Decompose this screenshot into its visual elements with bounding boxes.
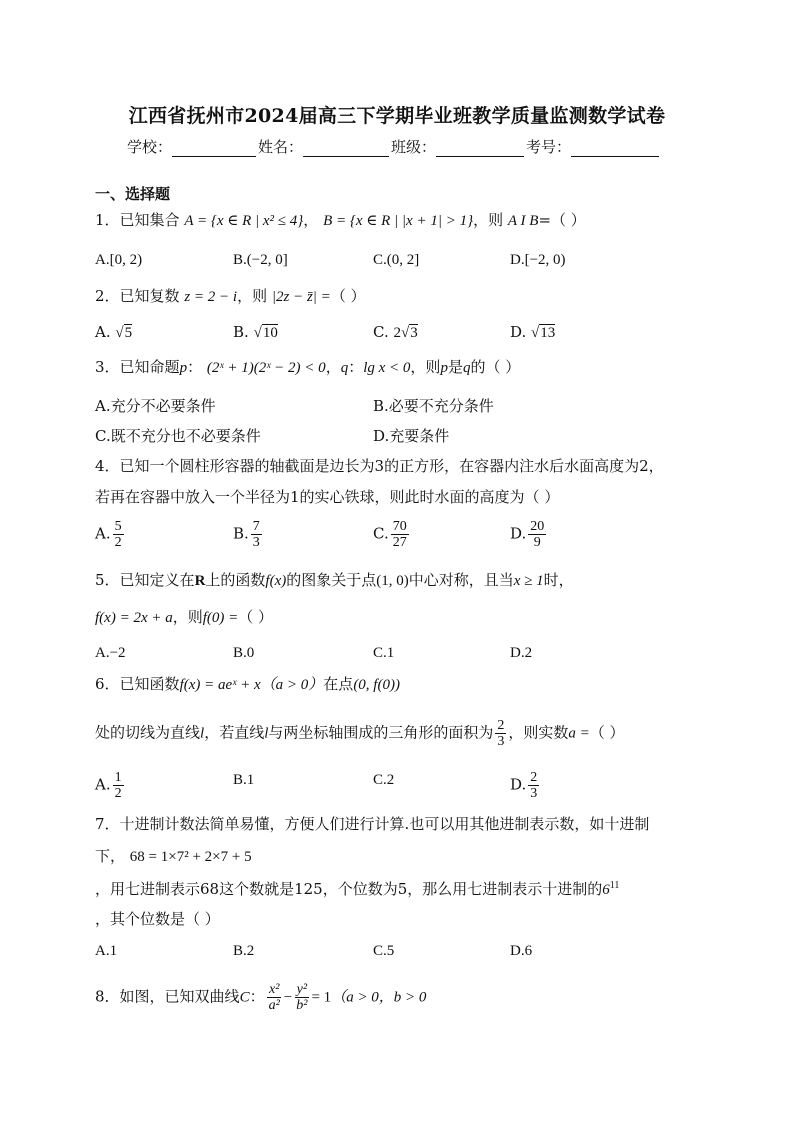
q6-option-a-label: A. [95,775,111,794]
q5-point: (1, 0) [376,573,409,589]
q6-l: l [200,725,205,742]
question-7-line3 [95,876,619,900]
class-label: 班级： [391,138,437,156]
id-blank[interactable] [571,142,659,157]
q2-expr2: |2z − z̄| = [271,289,331,305]
q6-option-d-num: 2 [530,770,538,785]
q1-option-a[interactable]: A.[0, 2) [95,252,143,268]
q1-number: 1． [95,211,120,229]
q6-line2-a: 处的切线为直线 [95,723,201,742]
q1-set-b: B = {x ∈ R | |x + 1| > 1} [323,213,474,229]
q3-p: p [179,360,188,376]
q3-option-c[interactable]: C.既不充分也不必要条件 [95,427,261,445]
page-title: 江西省抚州市2024届高三下学期毕业班教学质量监测数学试卷 [128,105,666,127]
q2-expr1: z = 2 − i [184,289,238,305]
question-6-line2 [95,718,625,749]
q4-option-b-frac [251,519,262,550]
q3-number: 3． [95,358,120,376]
q5-text-c: 的图象关于点 [286,571,377,589]
q3-text-a: 已知命题 [119,358,180,376]
q6-option-a-num: 1 [114,770,122,785]
class-blank[interactable] [436,142,524,157]
q6-option-a-frac [113,770,124,801]
school-label: 学校： [127,138,173,156]
q5-option-b[interactable]: B.0 [233,645,255,661]
q3-expr-q: lg x < 0 [363,360,411,376]
q5-text-d: 中心对称，且当 [408,571,514,589]
q8-cond: （a > 0，b > 0 [331,989,427,1006]
q6-text-a: 已知函数 [119,675,180,693]
q6-option-d-den: 3 [530,786,538,801]
q2-option-c[interactable] [373,322,418,343]
question-6-line1 [95,674,400,695]
q4-text-line1: 已知一个圆柱形容器的轴截面是边长为3的正方形，在容器内注水后水面高度为2， [119,457,664,475]
school-blank[interactable] [172,142,256,157]
q6-text-b: 在点 [323,675,354,693]
q4-number: 4． [95,457,120,475]
q6-number: 6． [95,675,120,693]
question-5-line2 [95,607,273,628]
q3-p2: p [440,360,448,376]
question-4-line1 [95,456,664,476]
q6-option-d[interactable] [510,770,541,801]
q4-option-a-label: A. [95,524,111,543]
q2-option-d-label: D. [510,323,527,341]
q2-option-a-radicand: 5 [124,325,133,341]
q8-frac-x-den: a² [268,998,280,1013]
q2-option-b-label: B. [233,323,249,341]
question-7-line1 [95,814,649,834]
q4-option-c-den: 27 [392,535,407,550]
q6-area-den: 3 [497,734,505,749]
q1-text-a: 已知集合 [119,211,180,229]
q4-option-b[interactable] [233,519,264,550]
q5-R: R [194,573,206,589]
q8-frac-y [294,982,309,1013]
q3-option-d[interactable]: D.充要条件 [373,427,450,445]
q5-tail: （ ） [238,608,274,626]
q2-option-c-radicand: 3 [410,325,418,341]
q2-text-b: ，则 [237,287,268,305]
q3-colon2: ： [348,358,364,376]
q5-number: 5． [95,571,120,589]
q8-minus: − [283,989,293,1006]
q3-text-c: 是 [447,358,463,376]
q4-option-a-frac [113,519,124,550]
q6-line2-b: ，若直线 [204,723,265,742]
q5-option-c[interactable]: C.1 [373,645,395,661]
q6-option-c[interactable]: C.2 [373,772,395,788]
q5-option-d[interactable]: D.2 [510,645,533,661]
q5-line2-text: ，则 [172,608,203,626]
q5-expr: f(x) = 2x + a [95,610,173,626]
q1-option-c[interactable]: C.(0, 2] [373,252,420,268]
q2-option-b-radicand: 10 [262,325,278,341]
question-4-line2: 若再在容器中放入一个半径为1的实心铁球，则此时水面的高度为（ ） [95,488,560,506]
q4-option-c[interactable] [373,519,411,550]
q6-paren: （a > 0） [260,677,324,693]
q6-point: (0, f(0)) [353,677,400,693]
q4-option-c-label: C. [373,524,389,543]
q4-option-d-label: D. [510,524,527,543]
q7-option-c[interactable]: C.5 [373,943,395,959]
q3-colon: ： [187,358,203,376]
q6-tail: （ ） [589,723,625,742]
q2-tail: （ ） [330,287,366,305]
q4-option-a-den: 2 [114,535,122,550]
q2-number: 2． [95,287,120,305]
q3-text-b: ，则 [410,358,441,376]
q6-option-a[interactable] [95,770,126,801]
student-info-line [127,136,661,157]
question-8 [95,982,426,1013]
q6-line2-c: 与两坐标轴围成的三角形的面积为 [268,723,494,742]
q2-option-d-radicand: 13 [540,325,556,341]
q8-eq1: = 1 [311,989,332,1006]
q5-text-e: 时， [543,571,574,589]
q1-text-b: ，则 [473,211,504,229]
q5-text-b: 上的函数 [205,571,266,589]
q1-set-a: A = {x ∈ R | x² ≤ 4} [184,213,304,229]
q5-fx: f(x) [265,573,287,589]
q6-line2-d: ，则实数 [508,723,569,742]
q6-option-d-label: D. [510,775,527,794]
q2-option-c-value: 2√3 [393,325,418,341]
q3-expr-p: (2ˣ + 1)(2ˣ − 2) < 0 [206,360,326,376]
q8-number: 8． [95,987,120,1006]
q4-option-b-num: 7 [252,519,260,534]
q2-option-a[interactable] [95,322,132,343]
q2-option-d-value: √13 [531,325,556,341]
q2-option-b[interactable] [233,322,278,343]
q6-area-num: 2 [497,718,505,733]
q6-option-b[interactable]: B.1 [233,772,255,788]
q1-tail: =（ ） [538,211,586,229]
q2-option-d[interactable] [510,322,555,343]
q8-text-a: 如图，已知双曲线 [119,987,240,1006]
q7-line3: ，用七进制表示68这个数就是125，个位数为5，那么用七进制表示十进制的 [95,880,603,898]
q8-frac-x-num: x² [268,982,280,997]
q5-option-a[interactable]: A.−2 [95,645,126,661]
q8-frac-y-num: y² [296,982,308,997]
q6-l2: l [264,725,269,742]
q4-option-b-den: 3 [252,535,260,550]
q7-line2-expr: 68 = 1×7² + 2×7 + 5 [129,849,252,865]
name-blank[interactable] [303,142,389,157]
q3-sep: ， [325,358,341,376]
question-7-line4: ，其个位数是（ ） [95,910,220,928]
q6-a-eq: a = [568,725,590,742]
q6-area-frac [495,718,506,749]
q6-option-a-den: 2 [114,786,122,801]
q4-option-c-num: 70 [392,519,407,534]
q4-option-b-label: B. [233,524,249,543]
q1-option-b[interactable]: B.(−2, 0] [233,252,288,268]
q2-option-a-value: √5 [115,325,133,341]
section-choice-heading: 一、选择题 [95,185,171,203]
question-5-line1 [95,570,574,591]
question-1 [95,210,586,231]
q7-base: 6 [602,882,610,898]
q7-option-d[interactable]: D.6 [510,943,533,959]
id-label: 考号： [526,138,572,156]
q3-text-d: 的（ ） [470,358,521,376]
q1-expr: A I B [507,213,539,229]
q4-option-d[interactable] [510,519,548,550]
q4-option-d-num: 20 [530,519,545,534]
q5-cond: x ≥ 1 [513,573,544,589]
q4-option-a[interactable] [95,519,126,550]
q7-number: 7． [95,815,120,833]
q3-q2: q [462,360,471,376]
q4-option-c-frac [391,519,409,550]
q2-option-c-label: C. [373,323,389,341]
q6-option-d-frac [528,770,539,801]
q4-option-d-frac [528,519,546,550]
q1-sep: ， [303,211,319,229]
q5-expr2: f(0) = [202,610,239,626]
q3-option-b[interactable]: B.必要不充分条件 [373,397,494,415]
q7-line1: 十进制计数法简单易懂，方便人们进行计算.也可以用其他进制表示数，如十进制 [119,815,650,833]
q7-option-b[interactable]: B.2 [233,943,255,959]
question-3 [95,357,520,378]
q8-frac-x [267,982,282,1013]
question-2 [95,286,366,307]
question-7-line2 [95,846,252,867]
q4-option-d-den: 9 [533,535,541,550]
q8-C: C [239,989,250,1006]
q7-exp: 11 [609,880,620,891]
name-label: 姓名： [258,138,304,156]
q7-line2-a: 下， [95,847,126,865]
q1-option-d[interactable]: D.[−2, 0) [510,252,566,268]
q4-option-a-num: 5 [114,519,122,534]
q6-expr: f(x) = aeˣ + x [179,677,261,693]
q2-option-a-label: A. [95,323,111,341]
q2-option-c-coef: 2 [393,325,401,341]
q8-colon: ： [249,987,265,1006]
q2-option-b-value: √10 [253,325,278,341]
q7-option-a[interactable]: A.1 [95,943,118,959]
q3-option-a[interactable]: A.充分不必要条件 [95,397,216,415]
q2-text-a: 已知复数 [119,287,180,305]
q8-frac-y-den: b² [296,998,308,1013]
q5-text-a: 已知定义在 [119,571,195,589]
q3-q: q [340,360,349,376]
